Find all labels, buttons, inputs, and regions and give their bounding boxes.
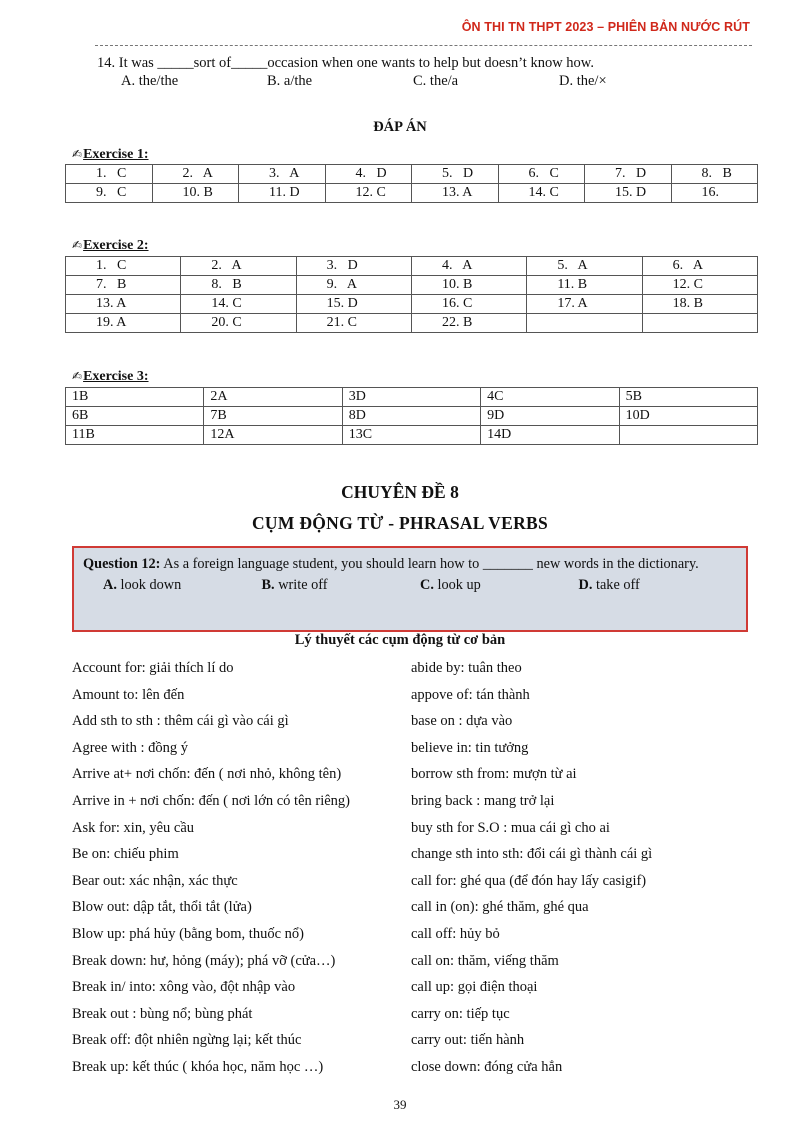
answer-cell: 21. C: [296, 314, 411, 333]
exercise-2-label: ✍Exercise 2:: [72, 238, 149, 253]
question-12-option-d: D. take off: [578, 577, 640, 593]
theory-column-right: [411, 658, 652, 1084]
answer-cell: 8D: [342, 407, 480, 426]
question-14: [97, 55, 607, 90]
chapter-title: CỤM ĐỘNG TỪ - PHRASAL VERBS: [251, 513, 549, 533]
list-item: Amount to: lên đến: [72, 686, 185, 703]
exercise-3-table: [65, 387, 758, 445]
answer-cell: 1. C: [66, 257, 181, 276]
answer-cell: 11B: [66, 426, 204, 445]
list-item: Break out : bùng nổ; bùng phát: [72, 1005, 253, 1022]
theory-column-left: [72, 658, 350, 1084]
page-header: ÔN THI TN THPT 2023 – PHIÊN BẢN NƯỚC RÚT: [461, 20, 750, 34]
list-item: Break in/ into: xông vào, đột nhập vào: [72, 979, 296, 996]
list-item: borrow sth from: mượn từ ai: [411, 766, 577, 783]
answer-cell: 5. D: [412, 165, 499, 184]
list-item: bring back : mang trở lại: [411, 792, 555, 809]
pen-icon: ✍: [72, 147, 83, 161]
list-item: Arrive in + nơi chốn: đến ( nơi lớn có tên riêng): [72, 792, 351, 809]
answer-cell: 1B: [66, 388, 204, 407]
list-item: call off: hủy bỏ: [411, 925, 500, 942]
answer-cell: 10. B: [411, 276, 526, 295]
exercise-2-table: [65, 256, 758, 333]
answer-cell: 4. D: [325, 165, 412, 184]
list-item: buy sth for S.O : mua cái gì cho ai: [411, 819, 610, 836]
answer-cell: 14. C: [181, 295, 296, 314]
answer-cell: 10. B: [152, 184, 239, 203]
answer-cell: 17. A: [527, 295, 642, 314]
answer-cell: 2. A: [181, 257, 296, 276]
answer-cell: 13. A: [66, 295, 181, 314]
question-12-options: [83, 577, 737, 594]
list-item: abide by: tuân theo: [411, 660, 522, 676]
list-item: call up: gọi điện thoại: [411, 979, 538, 996]
answer-cell: 3. D: [296, 257, 411, 276]
answer-cell: 14. C: [498, 184, 585, 203]
answer-cell: 8. B: [181, 276, 296, 295]
answer-cell: 3. A: [239, 165, 326, 184]
list-item: Blow up: phá hủy (bằng bom, thuốc nổ): [72, 925, 304, 942]
table-row: [66, 165, 758, 184]
question-14-option-a: A. the/the: [121, 73, 179, 89]
list-item: Arrive at+ nơi chốn: đến ( nơi nhỏ, không tên): [72, 766, 342, 783]
answer-cell: 7. D: [585, 165, 672, 184]
list-item: Agree with : đồng ý: [72, 739, 188, 756]
list-item: Break up: kết thúc ( khóa học, năm học …): [72, 1058, 324, 1075]
answer-cell: 9D: [481, 407, 619, 426]
table-row: [66, 184, 758, 203]
exercise-1-table: [65, 164, 758, 203]
answer-cell: [527, 314, 642, 333]
list-item: close down: đóng cửa hẳn: [411, 1058, 563, 1075]
question-12-option-a: A. look down: [103, 577, 182, 593]
answer-cell: 4C: [481, 388, 619, 407]
list-item: Break down: hư, hỏng (máy); phá vỡ (cửa…): [72, 952, 336, 969]
list-item: appove of: tán thành: [411, 686, 530, 703]
answer-cell: 12. C: [325, 184, 412, 203]
list-item: call for: ghé qua (để đón hay lấy casigif): [411, 872, 647, 889]
list-item: Be on: chiếu phim: [72, 846, 179, 863]
table-row: [66, 276, 758, 295]
answer-cell: [642, 314, 757, 333]
question-12-option-b: B. write off: [261, 577, 328, 593]
answer-cell: 11. D: [239, 184, 326, 203]
answer-cell: 11. B: [527, 276, 642, 295]
answer-cell: 9. C: [66, 184, 153, 203]
answer-cell: 12A: [204, 426, 342, 445]
question-12-option-c: C. look up: [420, 577, 481, 593]
list-item: carry out: tiến hành: [411, 1032, 525, 1049]
header-divider: [95, 45, 752, 46]
answer-cell: 16. C: [411, 295, 526, 314]
answer-cell: 2A: [204, 388, 342, 407]
answer-cell: 13. A: [412, 184, 499, 203]
question-14-options: [121, 73, 607, 90]
answer-cell: 6B: [66, 407, 204, 426]
question-14-option-d: D. the/×: [559, 73, 607, 89]
list-item: change sth into sth: đổi cái gì thành cái gì: [411, 846, 653, 863]
answers-title: ĐÁP ÁN: [373, 119, 427, 135]
answer-cell: 9. A: [296, 276, 411, 295]
answer-cell: [619, 426, 757, 445]
list-item: call on: thăm, viếng thăm: [411, 952, 559, 969]
table-row: [66, 426, 758, 445]
list-item: Break off: đột nhiên ngừng lại; kết thúc: [72, 1032, 302, 1049]
question-14-option-c: C. the/a: [413, 73, 459, 89]
list-item: call in (on): ghé thăm, ghé qua: [411, 899, 589, 916]
list-item: Bear out: xác nhận, xác thực: [72, 872, 238, 889]
answer-cell: 14D: [481, 426, 619, 445]
pen-icon: ✍: [72, 238, 83, 252]
list-item: Account for: giải thích lí do: [72, 660, 234, 676]
answer-cell: 16.: [671, 184, 758, 203]
answer-cell: 10D: [619, 407, 757, 426]
answer-cell: 4. A: [411, 257, 526, 276]
question-14-stem: 14. It was _____sort of_____occasion when one wants to help but doesn’t know how.: [97, 55, 594, 71]
list-item: carry on: tiếp tục: [411, 1005, 510, 1022]
theory-title: Lý thuyết các cụm động từ cơ bản: [294, 632, 506, 648]
answer-cell: 2. A: [152, 165, 239, 184]
answer-cell: 15. D: [296, 295, 411, 314]
question-12-label: Question 12:: [83, 556, 161, 572]
chapter-number: CHUYÊN ĐỀ 8: [341, 482, 459, 502]
question-14-option-b: B. a/the: [267, 73, 313, 89]
exercise-3-label: ✍Exercise 3:: [72, 369, 149, 384]
table-row: [66, 388, 758, 407]
answer-cell: 1. C: [66, 165, 153, 184]
list-item: Add sth to sth : thêm cái gì vào cái gì: [72, 713, 289, 730]
answer-cell: 8. B: [671, 165, 758, 184]
answer-cell: 7B: [204, 407, 342, 426]
answer-cell: 3D: [342, 388, 480, 407]
answer-cell: 18. B: [642, 295, 757, 314]
question-12-box: [72, 546, 748, 632]
answer-cell: 7. B: [66, 276, 181, 295]
answer-cell: 19. A: [66, 314, 181, 333]
answer-cell: 15. D: [585, 184, 672, 203]
list-item: believe in: tin tưởng: [411, 739, 529, 756]
answer-cell: 20. C: [181, 314, 296, 333]
exercise-1-label: ✍Exercise 1:: [72, 147, 149, 162]
table-row: [66, 257, 758, 276]
list-item: base on : dựa vào: [411, 713, 513, 730]
pen-icon: ✍: [72, 369, 83, 383]
answer-cell: 13C: [342, 426, 480, 445]
answer-cell: 5B: [619, 388, 757, 407]
page-number: 39: [393, 1097, 407, 1112]
answer-cell: 6. C: [498, 165, 585, 184]
answer-cell: 12. C: [642, 276, 757, 295]
list-item: Ask for: xin, yêu cầu: [72, 819, 195, 836]
answer-cell: 5. A: [527, 257, 642, 276]
question-12-text: Question 12: As a foreign language student, you should learn how to _______ new words in the dictionary.: [83, 556, 699, 572]
list-item: Blow out: dập tắt, thổi tắt (lửa): [72, 899, 252, 916]
table-row: [66, 314, 758, 333]
answer-cell: 22. B: [411, 314, 526, 333]
answer-cell: 6. A: [642, 257, 757, 276]
table-row: [66, 295, 758, 314]
table-row: [66, 407, 758, 426]
